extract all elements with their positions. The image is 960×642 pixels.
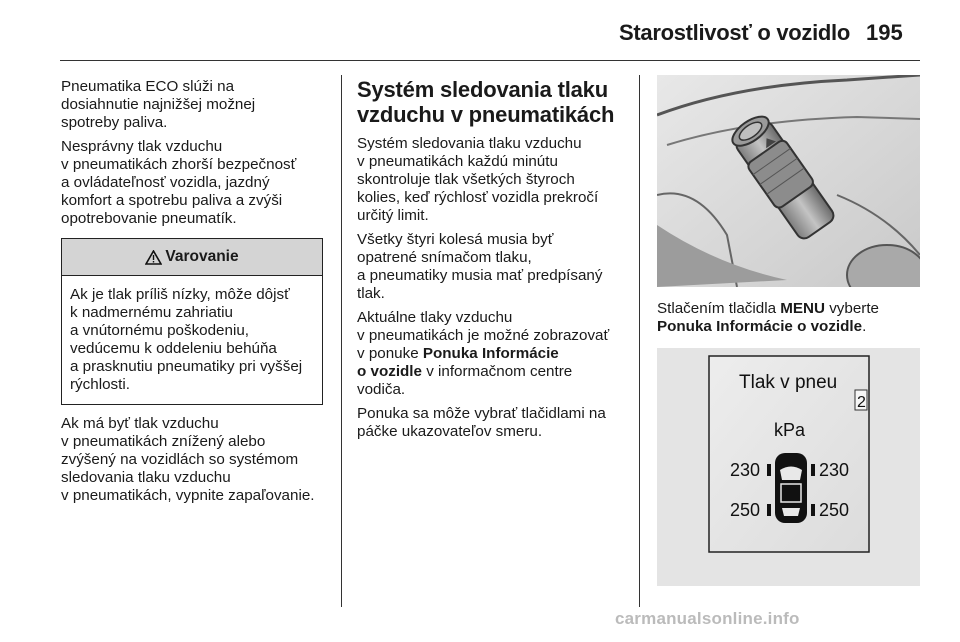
display-unit: kPa xyxy=(774,420,806,440)
menu-reference: Ponuka Informácie o vozidle xyxy=(357,345,559,380)
rear-right-pressure: 250 xyxy=(819,500,850,520)
warning-triangle-icon xyxy=(145,250,162,265)
section-heading: Systém sledovania tlaku vzduchu v pneumatikách xyxy=(357,77,615,127)
display-title: Tlak v pneu xyxy=(739,372,838,393)
front-right-pressure: 230 xyxy=(819,460,850,480)
rear-left-pressure: 250 xyxy=(730,500,761,520)
paragraph-system-checks: Systém sledovania tlaku vzduchu v pneumatikách každú minútu skontroluje tlak všetkých štyroch kolies, keď rýchlosť vozidla prekročí určitý limit. xyxy=(357,135,599,224)
warning-body xyxy=(62,276,322,404)
watermark: carmanualsonline.info xyxy=(615,609,800,628)
warning-text: Ak je tlak príliš nízky, môže dôjsť k nadmernému zahriatiu a vnútornému poškodeniu, vedúcemu k oddeleniu behúňa a prasknutiu pneumatiky pri vyššej rýchlosti. xyxy=(70,286,303,393)
tire-pressure-display xyxy=(657,348,920,586)
header-divider xyxy=(60,60,920,61)
paragraph-wrong-pressure: Nesprávny tlak vzduchu v pneumatikách zhorší bezpečnosť a ovládateľnosť vozidla, jazdný komfort a spotrebu paliva a zvýši opotrebovanie pneumatík. xyxy=(61,138,297,227)
column-divider-2 xyxy=(639,75,640,607)
column-2 xyxy=(357,75,629,447)
paragraph-sensors: Všetky štyri kolesá musia byť opatrené snímačom tlaku, a pneumatiky musia mať predpísaný tlak. xyxy=(357,231,603,302)
paragraph-press-menu: Stlačením tlačidla MENU vyberte Ponuka Informácie o vozidle. xyxy=(657,300,879,335)
front-left-pressure: 230 xyxy=(730,460,761,480)
column-3 xyxy=(657,300,920,342)
warning-box xyxy=(61,238,323,405)
paragraph-adjust-pressure: Ak má byť tlak vzduchu v pneumatikách znížený alebo zvýšený na vozidlách so systémom sledovania tlaku vzduchu v pneumatikách, vypnite zapaľovanie. xyxy=(61,415,315,504)
warning-title: Varovanie xyxy=(165,248,239,265)
display-page-indicator: 2 xyxy=(857,394,866,411)
column-divider-1 xyxy=(341,75,342,607)
paragraph-menu-select: Ponuka sa môže vybrať tlačidlami na páčke ukazovateľov smeru. xyxy=(357,405,606,440)
page-number: 195 xyxy=(866,20,903,45)
menu-button-label: MENU xyxy=(780,300,825,317)
column-1 xyxy=(61,78,333,511)
turn-signal-stalk-photo xyxy=(657,75,920,287)
warning-header xyxy=(62,239,322,276)
paragraph-current-pressures: Aktuálne tlaky vzduchu v pneumatikách je možné zobrazovať v ponuke Ponuka Informácie o vozidle v informačnom centre vodiča. xyxy=(357,309,610,398)
vehicle-info-menu-label: Ponuka Informácie o vozidle xyxy=(657,318,863,335)
page-header-title: Starostlivosť o vozidlo xyxy=(618,20,850,45)
paragraph-eco-tire: Pneumatika ECO slúži na dosiahnutie najnižšej možnej spotreby paliva. xyxy=(61,78,256,131)
